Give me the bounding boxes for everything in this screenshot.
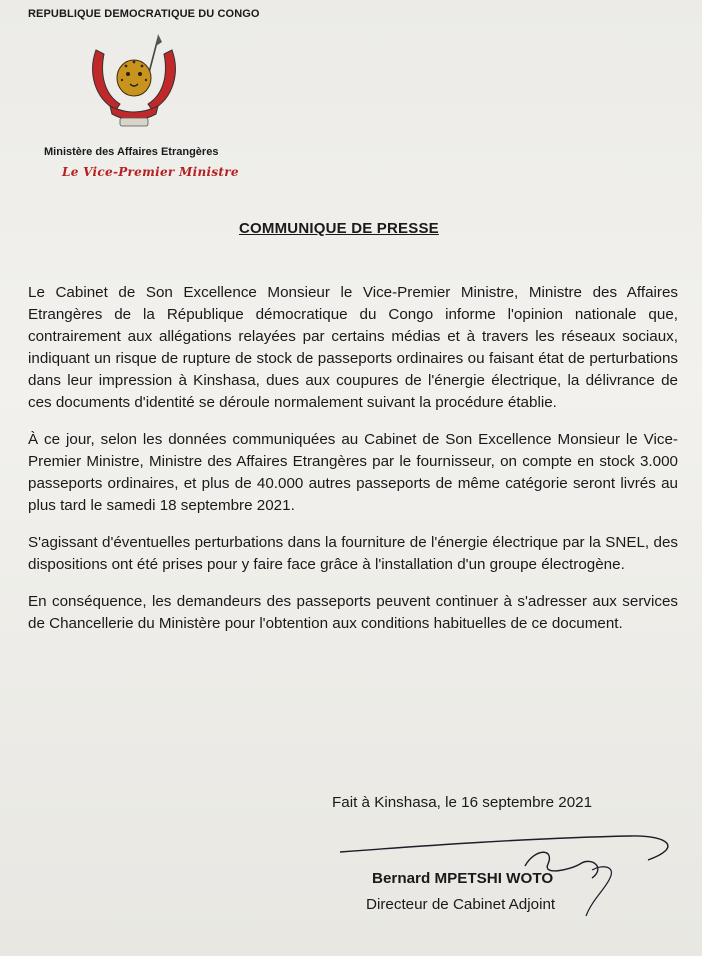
country-heading: REPUBLIQUE DEMOCRATIQUE DU CONGO bbox=[28, 8, 260, 20]
coat-of-arms-icon bbox=[86, 32, 182, 136]
place-and-date: Fait à Kinshasa, le 16 septembre 2021 bbox=[332, 794, 593, 811]
document-title: COMMUNIQUE DE PRESSE bbox=[239, 220, 439, 237]
signer-name: Bernard MPETSHI WOTO bbox=[372, 870, 554, 887]
ministry-name: Ministère des Affaires Etrangères bbox=[44, 146, 219, 158]
paragraph: Le Cabinet de Son Excellence Monsieur le Vice-Premier Ministre, Ministre des Affaires Etrangères de la République démocratique du Congo informe l'opinion nationale que, contrairement aux allégations relayées par certains médias et à travers les réseaux sociaux, indiquant un risque de rupture de stock de passeports ordinaires ou faisant état de perturbations dans leur impression à Kinshasa, dues aux coupures de l'énergie électrique, la délivrance de ces documents d'identité se déroule normalement suivant la procédure établie. bbox=[28, 284, 678, 411]
paragraph: À ce jour, selon les données communiquées au Cabinet de Son Excellence Monsieur le Vice-Premier Ministre, Ministre des Affaires Etrangères par le fournisseur, on compte en stock 3.000 passeports ordinaires, et plus de 40.000 autres passeports de même catégorie seront livrés au plus tard le samedi 18 septembre 2021. bbox=[28, 431, 678, 514]
paragraph: S'agissant d'éventuelles perturbations dans la fourniture de l'énergie électrique par la SNEL, des dispositions ont été prises pour y faire face grâce à l'installation d'un groupe électrogène. bbox=[28, 534, 678, 573]
signer-title: Directeur de Cabinet Adjoint bbox=[366, 896, 556, 913]
paragraph: En conséquence, les demandeurs des passeports peuvent continuer à s'adresser aux services de Chancellerie du Ministère pour l'obtention aux conditions habituelles de ce document. bbox=[28, 593, 678, 632]
office-subtitle: Le Vice-Premier Ministre bbox=[62, 165, 239, 179]
document-body bbox=[28, 282, 678, 650]
